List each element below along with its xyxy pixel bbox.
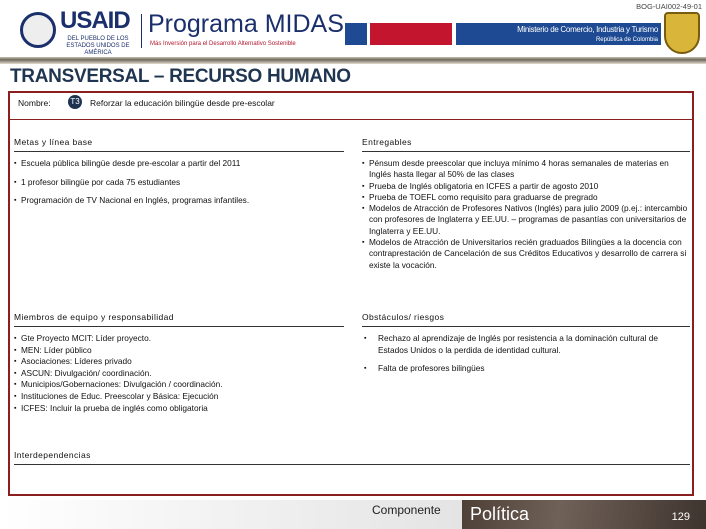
list-item: ▪ Pénsum desde preescolar que incluya mínimo 4 horas semanales de materias en Inglés hasta llegar al 50% de las clases (362, 158, 690, 181)
interdependencias-heading: Interdependencias (14, 450, 690, 465)
page-title: TRANSVERSAL – RECURSO HUMANO (10, 66, 351, 87)
list-item: ▪ Modelos de Atracción de Universitarios recién graduados Bilingües a la docencia con contraprestación de Cancelación de sus Créditos Educativos y desarrollo de carrera si existe la vocación. (362, 237, 690, 271)
list-item: ▪ ICFES: Incluir la prueba de inglés como obligatoria (14, 403, 344, 415)
ministry-name: Ministerio de Comercio, Industria y Turismo (517, 25, 658, 34)
colombia-crest-icon (664, 12, 700, 54)
nombre-text: Reforzar la educación bilingüe desde pre-escolar (90, 98, 275, 108)
list-item: ▪ Programación de TV Nacional en Inglés, programas infantiles. (14, 195, 344, 207)
list-item: ▪ Instituciones de Educ. Preescolar y Básica: Ejecución (14, 391, 344, 403)
nombre-badge: T3 (68, 95, 82, 109)
entregables-heading: Entregables (362, 137, 690, 152)
list-item: ▪ Prueba de Inglés obligatoria en ICFES a partir de agosto 2010 (362, 181, 690, 192)
list-item: ▪ Asociaciones: Líderes privado (14, 356, 344, 368)
divider (10, 119, 692, 120)
entregables-section (362, 137, 690, 271)
metas-heading: Metas y línea base (14, 137, 344, 152)
list-item: ▪ Municipios/Gobernaciones: Divulgación / coordinación. (14, 379, 344, 391)
list-item: ▪ ASCUN: Divulgación/ coordinación. (14, 368, 344, 380)
page-number: 129 (671, 511, 690, 523)
list-item: ▪ MEN: Líder público (14, 345, 344, 357)
list-item: ▪ Escuela pública bilingüe desde pre-escolar a partir del 2011 (14, 158, 344, 170)
header (0, 0, 706, 57)
component-label: Componente (372, 503, 441, 517)
logo-divider (141, 14, 142, 48)
usaid-logo: USAID (60, 7, 130, 34)
republic-name: República de Colombia (595, 37, 658, 43)
header-shadow (0, 57, 706, 64)
metas-section (14, 137, 344, 214)
interdependencias-section (14, 450, 690, 471)
program-name: Programa MIDAS (148, 10, 344, 38)
list-item: ▪ Prueba de TOEFL como requisito para graduarse de pregrado (362, 192, 690, 203)
usaid-seal-icon (20, 12, 56, 48)
list-item: ▪ Rechazo al aprendizaje de Inglés por resistencia a la dominación cultural de Estados Unidos o la perdida de identidad cultural. (364, 333, 690, 356)
usaid-subtitle: DEL PUEBLO DE LOS ESTADOS UNIDOS DE AMÉRICA (66, 36, 130, 56)
obstaculos-heading: Obstáculos/ riesgos (362, 312, 690, 327)
color-band (370, 23, 452, 45)
component-name: Política (470, 504, 530, 524)
miembros-heading: Miembros de equipo y responsabilidad (14, 312, 344, 327)
content-box (8, 91, 694, 496)
list-item: ▪ 1 profesor bilingüe por cada 75 estudiantes (14, 177, 344, 189)
nombre-label: Nombre: (18, 98, 51, 108)
color-band (345, 23, 367, 45)
document-code: BOG-UAI002-49-01 (636, 2, 702, 11)
miembros-section (14, 312, 344, 414)
program-subtitle: Más Inversión para el Desarrollo Alternativo Sostenible (150, 41, 296, 47)
list-item: ▪ Modelos de Atracción de Profesores Nativos (Inglés) para julio 2009 (p.ej.: intercambio con profesores de Inglaterra y EE.UU. – programas de pasantías con universitarios de Inglaterra y EE.UU. (362, 203, 690, 237)
list-item: ▪ Falta de profesores bilingües (364, 363, 690, 375)
obstaculos-section (362, 312, 690, 382)
list-item: ▪ Gte Proyecto MCIT: Líder proyecto. (14, 333, 344, 345)
